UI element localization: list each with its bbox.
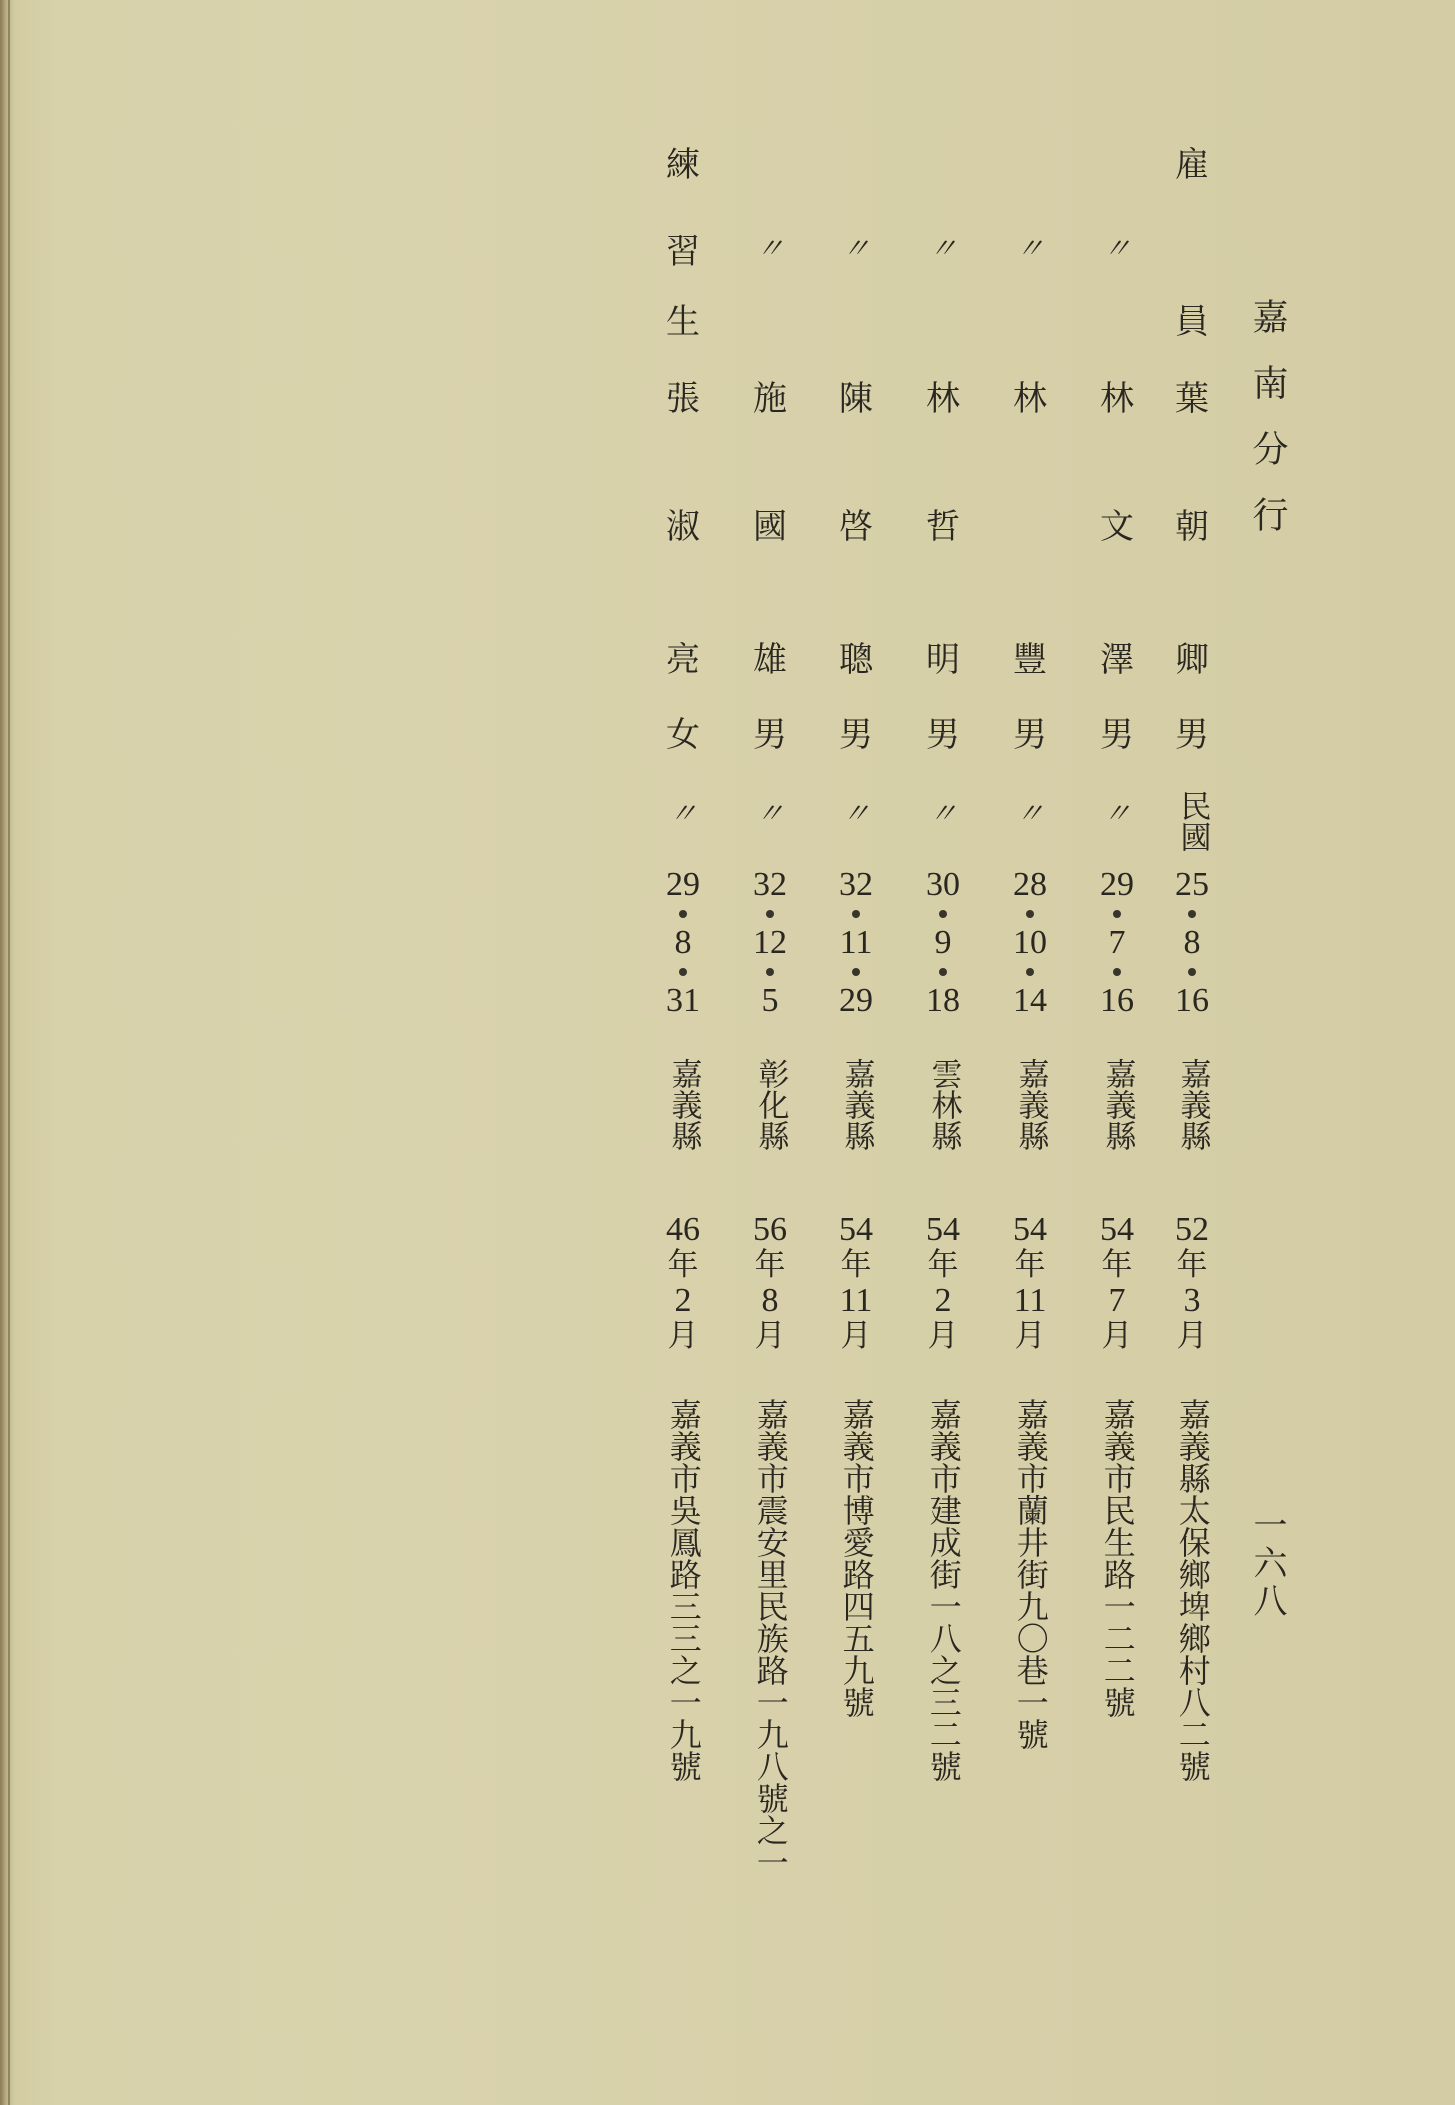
given-name: 豐 <box>1013 640 1047 680</box>
date-separator <box>679 910 687 918</box>
date-separator <box>939 910 947 918</box>
given-name-1: 國 <box>753 507 787 547</box>
date-separator <box>1188 968 1196 976</box>
surname: 林 <box>1013 379 1047 419</box>
start-date: 54 年 2 月 <box>926 1211 960 1354</box>
birth-era-ditto: 〃 <box>752 797 789 830</box>
birth-date: 29 8 31 <box>666 866 700 1019</box>
given-name-2: 明 <box>926 640 960 680</box>
birth-date: 25 8 16 <box>1175 866 1209 1019</box>
given-name-1: 淑 <box>666 507 700 547</box>
birth-era-ditto: 〃 <box>665 797 702 830</box>
address: 嘉義市民生路一二二號 <box>1098 1398 1137 1718</box>
title-char-3: 生 <box>666 302 700 342</box>
given-name-2: 聰 <box>839 640 873 680</box>
birth-era-ditto: 〃 <box>838 797 875 830</box>
surname: 葉 <box>1175 379 1209 419</box>
native-place: 彰化縣 <box>752 1058 789 1151</box>
start-date: 54 年 11 月 <box>1013 1211 1047 1354</box>
sex: 男 <box>1175 715 1209 755</box>
title-char-2: 員 <box>1175 302 1209 342</box>
branch-title-text: 嘉南分行 <box>1247 298 1288 562</box>
title-ditto-mark: 〃 <box>1099 232 1136 265</box>
native-place: 雲林縣 <box>925 1058 962 1151</box>
address: 嘉義縣太保鄉埤鄉村八二號 <box>1173 1398 1212 1782</box>
surname: 施 <box>753 379 787 419</box>
page-number: 一六八 <box>1247 1507 1287 1621</box>
date-separator <box>1026 968 1034 976</box>
native-place: 嘉義縣 <box>1012 1058 1049 1151</box>
address: 嘉義市震安里民族路一九八號之一 <box>751 1398 790 1878</box>
sex: 男 <box>753 715 787 755</box>
surname: 陳 <box>839 379 873 419</box>
date-separator <box>766 968 774 976</box>
date-separator <box>939 968 947 976</box>
address: 嘉義市建成街一八之三二號 <box>924 1398 963 1782</box>
birth-era-ditto: 〃 <box>1012 797 1049 830</box>
native-place: 嘉義縣 <box>838 1058 875 1151</box>
branch-title <box>1237 298 1297 562</box>
given-name-2: 澤 <box>1100 640 1134 680</box>
given-name-2: 亮 <box>666 640 700 680</box>
start-date: 52 年 3 月 <box>1175 1211 1209 1354</box>
surname: 張 <box>666 379 700 419</box>
surname: 林 <box>1100 379 1134 419</box>
sex: 男 <box>839 715 873 755</box>
birth-era-ditto: 〃 <box>1099 797 1136 830</box>
native-place: 嘉義縣 <box>1174 1058 1211 1151</box>
birth-date: 32 11 29 <box>839 866 873 1019</box>
date-separator <box>1113 910 1121 918</box>
given-name-1: 哲 <box>926 507 960 547</box>
date-separator <box>852 910 860 918</box>
start-date: 56 年 8 月 <box>753 1211 787 1354</box>
title-ditto-mark: 〃 <box>838 232 875 265</box>
birth-era-ditto: 〃 <box>925 797 962 830</box>
surname: 林 <box>926 379 960 419</box>
birth-era: 民國 <box>1174 790 1211 852</box>
address: 嘉義市吳鳳路三三之一九號 <box>664 1398 703 1782</box>
date-separator <box>1188 910 1196 918</box>
title-char-1: 練 <box>666 145 700 185</box>
native-place: 嘉義縣 <box>665 1058 702 1151</box>
date-separator <box>1026 910 1034 918</box>
date-separator <box>1113 968 1121 976</box>
given-name-2: 雄 <box>753 640 787 680</box>
date-separator <box>852 968 860 976</box>
date-separator <box>679 968 687 976</box>
start-date: 54 年 11 月 <box>839 1211 873 1354</box>
start-date: 46 年 2 月 <box>666 1211 700 1354</box>
address: 嘉義市蘭井街九〇巷一號 <box>1011 1398 1050 1750</box>
birth-date: 28 10 14 <box>1013 866 1047 1019</box>
given-name-1: 文 <box>1100 507 1134 547</box>
given-name-1: 啓 <box>839 507 873 547</box>
given-name-2: 卿 <box>1175 640 1209 680</box>
sex: 男 <box>1100 715 1134 755</box>
birth-date: 32 12 5 <box>753 866 787 1019</box>
native-place: 嘉義縣 <box>1099 1058 1136 1151</box>
sex: 女 <box>666 715 700 755</box>
birth-date: 30 9 18 <box>926 866 960 1019</box>
date-separator <box>766 910 774 918</box>
address: 嘉義市博愛路四五九號 <box>837 1398 876 1718</box>
binding-edge <box>8 0 10 2105</box>
sex: 男 <box>1013 715 1047 755</box>
title-ditto-mark: 〃 <box>752 232 789 265</box>
title-char-1: 雇 <box>1175 145 1209 185</box>
start-date: 54 年 7 月 <box>1100 1211 1134 1354</box>
title-ditto-mark: 〃 <box>925 232 962 265</box>
sex: 男 <box>926 715 960 755</box>
title-ditto-mark: 〃 <box>1012 232 1049 265</box>
birth-date: 29 7 16 <box>1100 866 1134 1019</box>
title-char-2: 習 <box>666 232 700 272</box>
given-name-1: 朝 <box>1175 507 1209 547</box>
